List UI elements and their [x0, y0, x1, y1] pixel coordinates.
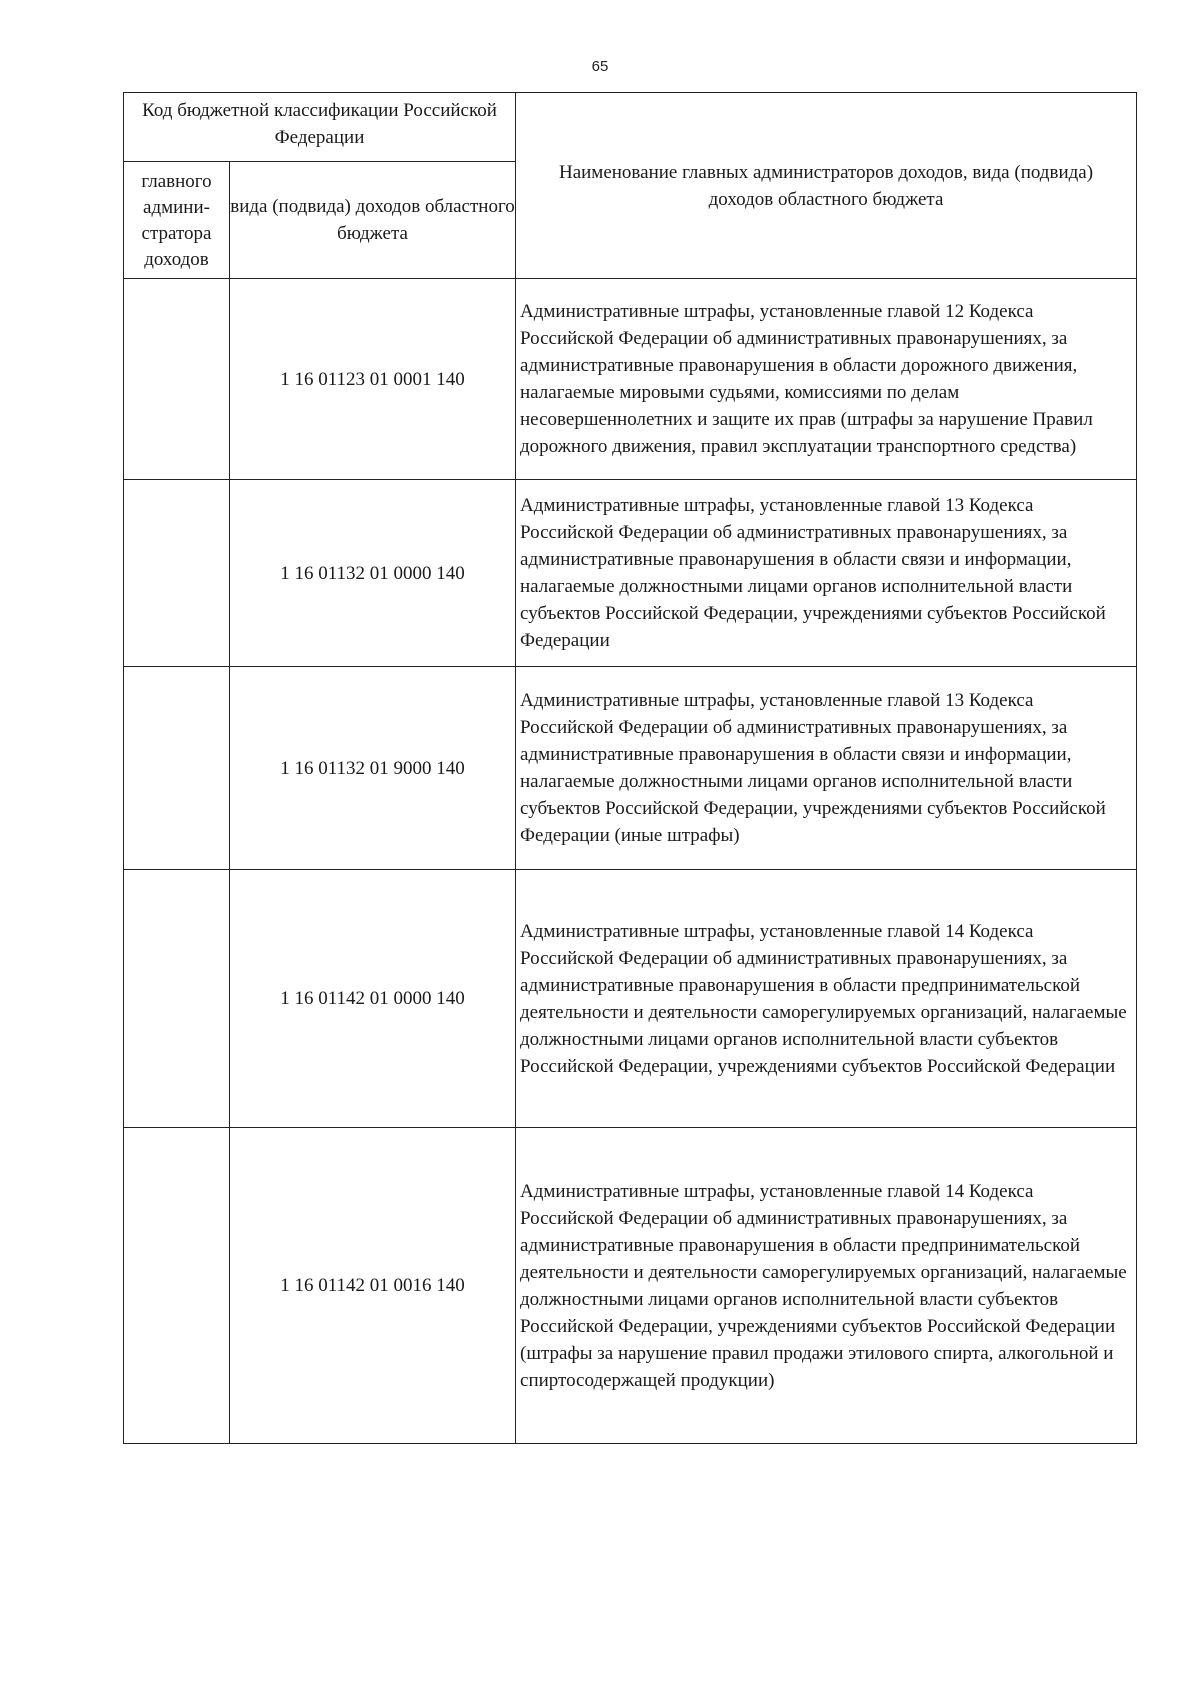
table-row — [124, 279, 1137, 480]
header-main-administrator: главного админи-стратора доходов — [124, 162, 230, 279]
revenue-name-cell: Административные штрафы, установленные главой 13 Кодекса Российской Федерации об административных правонарушениях, за административные правонарушения в области связи и информации, налагаемые должностными лицами органов исполнительной власти субъектов Российской Федерации, учреждениями субъектов Российской Федерации (иные штрафы) — [516, 667, 1137, 870]
revenue-name-cell: Административные штрафы, установленные главой 14 Кодекса Российской Федерации об административных правонарушениях, за административные правонарушения в области предпринимательской деятельности и деятельности саморегулируемых организаций, налагаемые должностными лицами органов исполнительной власти субъектов Российской Федерации, учреждениями субъектов Российской Федерации (штрафы за нарушение правил продажи этилового спирта, алкогольной и спиртосодержащей продукции) — [516, 1128, 1137, 1444]
header-row-top — [124, 93, 1137, 162]
header-administrator-name: Наименование главных администраторов доходов, вида (подвида) доходов областного бюджета — [516, 93, 1137, 279]
revenue-name-cell: Административные штрафы, установленные главой 14 Кодекса Российской Федерации об административных правонарушениях, за административные правонарушения в области предпринимательской деятельности и деятельности саморегулируемых организаций, налагаемые должностными лицами органов исполнительной власти субъектов Российской Федерации, учреждениями субъектов Российской Федерации — [516, 870, 1137, 1128]
admin-code-cell — [124, 480, 230, 667]
table-row — [124, 480, 1137, 667]
admin-code-cell — [124, 1128, 230, 1444]
revenue-name-cell: Административные штрафы, установленные главой 13 Кодекса Российской Федерации об административных правонарушениях, за административные правонарушения в области связи и информации, налагаемые должностными лицами органов исполнительной власти субъектов Российской Федерации, учреждениями субъектов Российской Федерации — [516, 480, 1137, 667]
header-revenue-type: вида (подвида) доходов областного бюджета — [230, 162, 516, 279]
admin-code-cell — [124, 279, 230, 480]
admin-code-cell — [124, 667, 230, 870]
revenue-name-cell: Административные штрафы, установленные главой 12 Кодекса Российской Федерации об административных правонарушениях, за административные правонарушения в области дорожного движения, налагаемые мировыми судьями, комиссиями по делам несовершеннолетних и защите их прав (штрафы за нарушение Правил дорожного движения, правил эксплуатации транспортного средства) — [516, 279, 1137, 480]
revenue-code-cell: 1 16 01123 01 0001 140 — [230, 279, 516, 480]
budget-classification-table — [123, 92, 1137, 1444]
revenue-code-cell: 1 16 01132 01 9000 140 — [230, 667, 516, 870]
revenue-code-cell: 1 16 01142 01 0000 140 — [230, 870, 516, 1128]
revenue-code-cell: 1 16 01142 01 0016 140 — [230, 1128, 516, 1444]
table-row — [124, 1128, 1137, 1444]
table-row — [124, 870, 1137, 1128]
revenue-code-cell: 1 16 01132 01 0000 140 — [230, 480, 516, 667]
page-number: 65 — [591, 58, 609, 75]
table-row — [124, 667, 1137, 870]
header-budget-classification-code: Код бюджетной классификации Российской Федерации — [124, 93, 516, 162]
admin-code-cell — [124, 870, 230, 1128]
